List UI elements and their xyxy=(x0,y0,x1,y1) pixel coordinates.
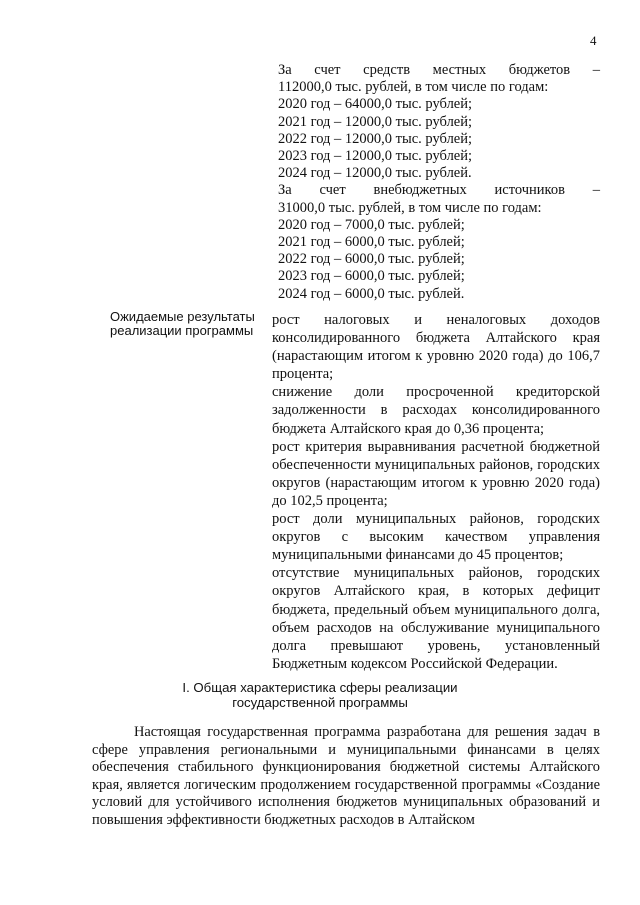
local-budget-year-line: 2023 год – 12000,0 тыс. рублей; xyxy=(278,148,473,165)
funding-sources xyxy=(278,62,600,303)
body-paragraph: Настоящая государственная программа разработана для решения задач в сфере управления региональными и муниципальными финансами в целях обеспечения стабильного функционирования бюджетной системы Алтайского края, является логическим продолжением государственной программы «Создание условий для устойчивого исполнения бюджетов муниципальных образований и повышения эффективности бюджетных расходов в Алтайском xyxy=(92,724,600,828)
section-heading-line: государственной программы xyxy=(232,695,408,710)
extrabudgetary-intro-line: 31000,0 тыс. рублей, в том числе по годам: xyxy=(278,199,542,216)
extrabudgetary-year-line: 2020 год – 7000,0 тыс. рублей; xyxy=(278,216,465,233)
local-budget-intro-line: За счет средств местных бюджетов – xyxy=(278,62,600,78)
local-budget-year-line: 2020 год – 64000,0 тыс. рублей; xyxy=(278,96,473,113)
extrabudgetary-year-line: 2024 год – 6000,0 тыс. рублей. xyxy=(278,285,465,302)
expected-result-item: отсутствие муниципальных районов, городских округов Алтайского края, в которых дефицит бюджета, предельный объем муниципального долга, объем расходов на обслуживание муниципального долга превышают уровень, установленный Бюджетным кодексом Российской Федерации. xyxy=(272,565,600,672)
expected-results-label: Ожидаемые результаты реализации программы xyxy=(110,309,255,338)
local-budget-intro-line: 112000,0 тыс. рублей, в том числе по годам: xyxy=(278,79,549,96)
expected-result-item: рост доли муниципальных районов, городских округов с высоким качеством управления муниципальными финансами до 45 процентов; xyxy=(272,511,600,564)
section-heading-line: I. Общая характеристика сферы реализации xyxy=(182,680,458,695)
extrabudgetary-year-line: 2023 год – 6000,0 тыс. рублей; xyxy=(278,268,465,285)
section-heading xyxy=(0,680,640,710)
page-number: 4 xyxy=(590,33,597,48)
expected-results-list xyxy=(272,311,600,673)
expected-result-item: снижение доли просроченной кредиторской задолженности в расходах консолидированного бюджета Алтайского края до 0,36 процента; xyxy=(272,384,600,437)
extrabudgetary-year-line: 2022 год – 6000,0 тыс. рублей; xyxy=(278,251,465,268)
extrabudgetary-intro-line: За счет внебюджетных источников – xyxy=(278,182,600,199)
local-budget-year-line: 2024 год – 12000,0 тыс. рублей. xyxy=(278,165,472,182)
extrabudgetary-year-line: 2021 год – 6000,0 тыс. рублей; xyxy=(278,234,465,251)
expected-result-item: рост критерия выравнивания расчетной бюджетной обеспеченности муниципальных районов, городских округов (нарастающим итогом к уровню 2020 года) до 102,5 процента; xyxy=(272,438,600,509)
expected-result-item: рост налоговых и неналоговых доходов консолидированного бюджета Алтайского края (нарастающим итогом к уровню 2020 года) до 106,7 процента; xyxy=(272,312,600,383)
local-budget-year-line: 2021 год – 12000,0 тыс. рублей; xyxy=(278,113,473,130)
local-budget-year-line: 2022 год – 12000,0 тыс. рублей; xyxy=(278,130,473,147)
